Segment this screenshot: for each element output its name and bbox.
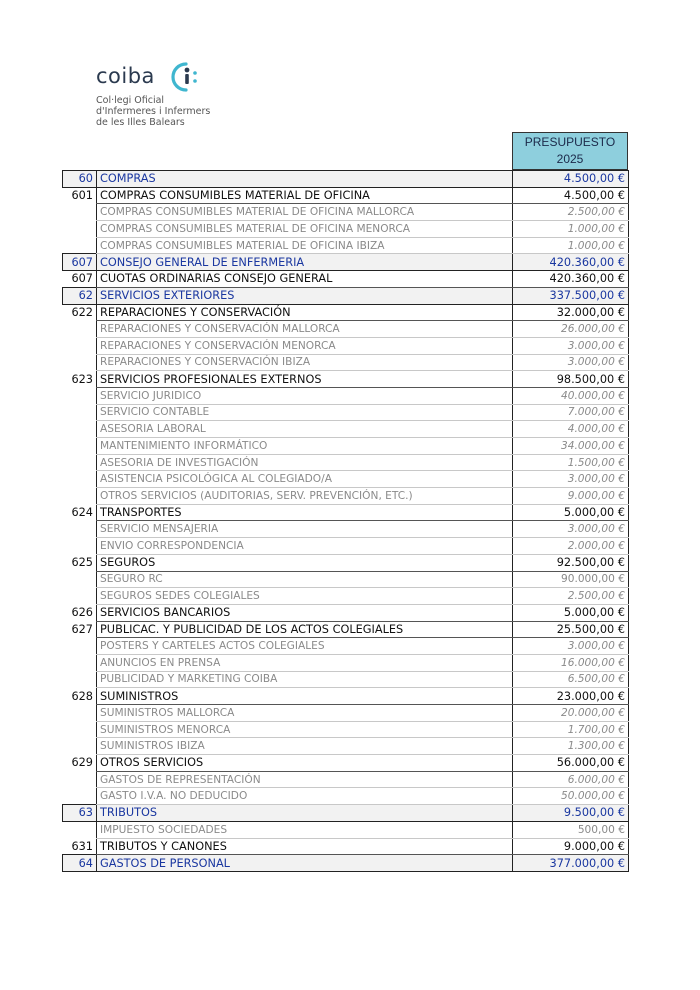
line-amount: 50.000,00 € [513,788,629,805]
account-code [63,438,97,455]
line-amount: 9.000,00 € [513,838,629,855]
line-amount: 1.300,00 € [513,738,629,755]
account-code: 626 [71,606,93,620]
detail-row [63,454,629,471]
line-description: COMPRAS CONSUMIBLES MATERIAL DE OFICINA MENORCA [97,221,513,238]
line-description: TRANSPORTES [97,504,513,521]
account-code [63,788,97,805]
account-code [63,705,97,722]
account-row [63,371,629,388]
account-row [63,304,629,321]
line-description: COMPRAS [97,171,513,188]
detail-row [63,521,629,538]
account-code: 62 [63,287,97,304]
account-code [63,721,97,738]
account-code: 63 [63,805,97,822]
line-description: REPARACIONES Y CONSERVACIÓN [97,304,513,321]
detail-row [63,654,629,671]
detail-row [63,404,629,421]
group-row [63,855,629,872]
detail-row [63,821,629,838]
line-amount: 16.000,00 € [513,654,629,671]
line-description: SERVICIOS EXTERIORES [97,287,513,304]
line-amount: 3.000,00 € [513,521,629,538]
account-code [63,521,97,538]
account-code: 628 [71,689,93,703]
budget-column-header [512,132,628,170]
account-code [63,488,97,505]
detail-row [63,354,629,371]
line-amount: 1.700,00 € [513,721,629,738]
line-description: COMPRAS CONSUMIBLES MATERIAL DE OFICINA [97,187,513,204]
line-description: REPARACIONES Y CONSERVACIÓN MALLORCA [97,321,513,338]
line-description: GASTO I.V.A. NO DEDUCIDO [97,788,513,805]
account-code: 625 [71,556,93,570]
account-code [63,221,97,238]
account-code [63,771,97,788]
line-description: COMPRAS CONSUMIBLES MATERIAL DE OFICINA IBIZA [97,237,513,254]
line-description: POSTERS Y CARTELES ACTOS COLEGIALES [97,638,513,655]
account-code [63,588,97,605]
line-description: OTROS SERVICIOS (AUDITORIAS, SERV. PREVENCIÓN, ETC.) [97,488,513,505]
line-description: PUBLICAC. Y PUBLICIDAD DE LOS ACTOS COLEGIALES [97,621,513,638]
line-amount: 32.000,00 € [513,304,629,321]
account-code: 623 [71,372,93,386]
account-code [63,454,97,471]
line-amount: 6.500,00 € [513,671,629,688]
line-amount: 5.000,00 € [513,504,629,521]
account-row [63,838,629,855]
logo-subtitle-line: Col·legi Oficial [96,95,165,106]
account-code [63,337,97,354]
account-code [63,404,97,421]
detail-row [63,488,629,505]
line-description: SEGUROS [97,554,513,571]
account-code [63,237,97,254]
line-amount: 3.000,00 € [513,638,629,655]
account-row [63,271,629,288]
line-description: TRIBUTOS Y CANONES [97,838,513,855]
account-code [63,671,97,688]
line-description: SERVICIO MENSAJERIA [97,521,513,538]
group-row [63,805,629,822]
line-amount: 4.500,00 € [513,187,629,204]
line-amount: 3.000,00 € [513,471,629,488]
line-description: SUMINISTROS MENORCA [97,721,513,738]
account-code [63,321,97,338]
line-description: SEGUROS SEDES COLEGIALES [97,588,513,605]
detail-row [63,738,629,755]
account-code [63,654,97,671]
account-code [63,821,97,838]
line-amount: 56.000,00 € [513,755,629,772]
logo-subtitle-line: d'Infermeres i Infermers [96,106,211,117]
line-amount: 23.000,00 € [513,688,629,705]
account-code: 631 [71,839,93,853]
detail-row [63,321,629,338]
account-code: 624 [71,506,93,520]
detail-row [63,771,629,788]
account-code [63,571,97,588]
detail-row [63,337,629,354]
line-amount: 337.500,00 € [513,287,629,304]
line-description: SEGURO RC [97,571,513,588]
detail-row [63,438,629,455]
account-code: 627 [71,622,93,636]
line-amount: 2.500,00 € [513,204,629,221]
budget-table-body [63,171,629,872]
detail-row [63,671,629,688]
header-line: PRESUPUESTO [524,135,616,149]
line-amount: 1.000,00 € [513,221,629,238]
account-row [63,621,629,638]
detail-row [63,387,629,404]
line-description: SERVICIOS BANCARIOS [97,604,513,621]
account-code [63,354,97,371]
line-amount: 420.360,00 € [513,271,629,288]
line-amount: 4.000,00 € [513,421,629,438]
account-code [63,204,97,221]
line-description: ANUNCIOS EN PRENSA [97,654,513,671]
detail-row [63,421,629,438]
account-code [63,538,97,555]
coiba-logo [96,64,256,128]
account-code: 607 [71,272,93,286]
line-description: CONSEJO GENERAL DE ENFERMERIA [97,254,513,271]
line-amount: 1.000,00 € [513,237,629,254]
header-year: 2025 [556,152,584,166]
account-row [63,187,629,204]
line-amount: 7.000,00 € [513,404,629,421]
line-description: GASTOS DE REPRESENTACIÓN [97,771,513,788]
line-amount: 26.000,00 € [513,321,629,338]
logo-wordmark: coiba [96,64,155,88]
line-amount: 3.000,00 € [513,354,629,371]
detail-row [63,538,629,555]
group-row [63,171,629,188]
line-description: OTROS SERVICIOS [97,755,513,772]
line-description: IMPUESTO SOCIEDADES [97,821,513,838]
account-code [63,387,97,404]
line-amount: 92.500,00 € [513,554,629,571]
line-amount: 5.000,00 € [513,604,629,621]
detail-row [63,638,629,655]
line-amount: 9.000,00 € [513,488,629,505]
line-amount: 20.000,00 € [513,705,629,722]
line-amount: 2.000,00 € [513,538,629,555]
line-description: SUMINISTROS IBIZA [97,738,513,755]
logo-subtitle-line: de les Illes Balears [96,117,185,128]
account-row [63,504,629,521]
line-description: ASISTENCIA PSICOLÓGICA AL COLEGIADO/A [97,471,513,488]
line-description: ENVIO CORRESPONDENCIA [97,538,513,555]
account-code [63,421,97,438]
detail-row [63,788,629,805]
line-description: SERVICIOS PROFESIONALES EXTERNOS [97,371,513,388]
account-row [63,688,629,705]
detail-row [63,237,629,254]
line-amount: 25.500,00 € [513,621,629,638]
line-description: GASTOS DE PERSONAL [97,855,513,872]
budget-table [62,170,629,872]
line-amount: 3.000,00 € [513,337,629,354]
detail-row [63,221,629,238]
line-amount: 377.000,00 € [513,855,629,872]
account-code: 607 [63,254,97,271]
detail-row [63,588,629,605]
line-description: CUOTAS ORDINARIAS CONSEJO GENERAL [97,271,513,288]
account-code: 64 [63,855,97,872]
account-code: 622 [71,306,93,320]
account-code [63,638,97,655]
line-amount: 1.500,00 € [513,454,629,471]
account-row [63,554,629,571]
line-amount: 34.000,00 € [513,438,629,455]
detail-row [63,721,629,738]
detail-row [63,204,629,221]
detail-row [63,571,629,588]
line-amount: 420.360,00 € [513,254,629,271]
line-description: SUMINISTROS [97,688,513,705]
line-amount: 2.500,00 € [513,588,629,605]
account-code [63,738,97,755]
account-code: 60 [63,171,97,188]
line-description: REPARACIONES Y CONSERVACIÓN MENORCA [97,337,513,354]
line-description: ASESORIA LABORAL [97,421,513,438]
account-row [63,755,629,772]
line-amount: 98.500,00 € [513,371,629,388]
line-description: SUMINISTROS MALLORCA [97,705,513,722]
logo-info-icon [166,61,206,93]
account-code [63,471,97,488]
line-amount: 6.000,00 € [513,771,629,788]
line-amount: 4.500,00 € [513,171,629,188]
account-row [63,604,629,621]
line-description: SERVICIO JURIDICO [97,387,513,404]
line-description: TRIBUTOS [97,805,513,822]
detail-row [63,705,629,722]
group-row [63,254,629,271]
group-row [63,287,629,304]
line-description: REPARACIONES Y CONSERVACIÓN IBIZA [97,354,513,371]
line-description: COMPRAS CONSUMIBLES MATERIAL DE OFICINA MALLORCA [97,204,513,221]
line-description: PUBLICIDAD Y MARKETING COIBA [97,671,513,688]
logo-subtitle [96,95,210,128]
line-amount: 500,00 € [513,821,629,838]
line-description: SERVICIO CONTABLE [97,404,513,421]
account-code: 601 [71,189,93,203]
line-amount: 90.000,00 € [513,571,629,588]
detail-row [63,471,629,488]
account-code: 629 [71,756,93,770]
line-description: MANTENIMIENTO INFORMÁTICO [97,438,513,455]
line-amount: 40.000,00 € [513,387,629,404]
line-amount: 9.500,00 € [513,805,629,822]
line-description: ASESORIA DE INVESTIGACIÓN [97,454,513,471]
